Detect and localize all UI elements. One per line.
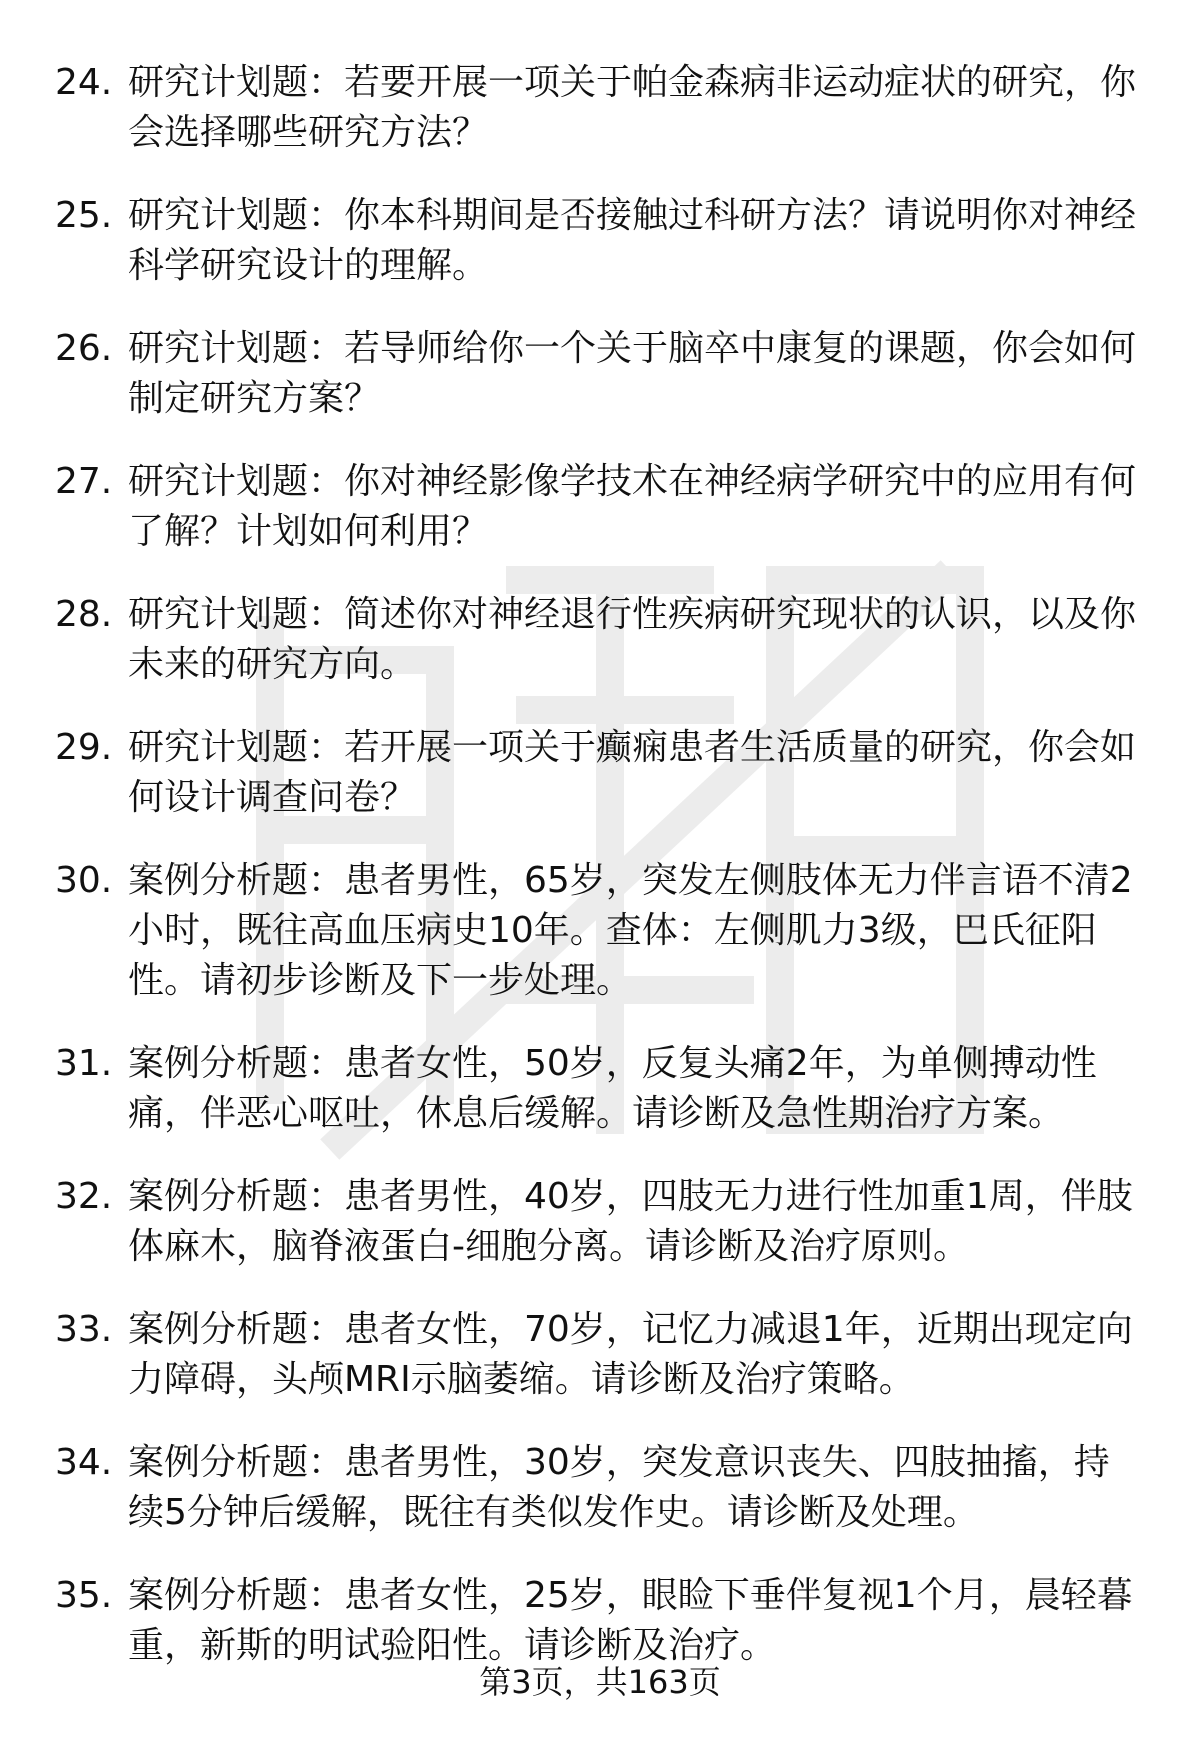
question-item-24 — [55, 58, 1145, 158]
question-text: 案例分析题：患者男性，65岁，突发左侧肢体无力伴言语不清2小时，既往高血压病史10年。查体：左侧肌力3级，巴氏征阳性。请初步诊断及下一步处理。 — [128, 860, 1133, 1001]
question-text: 案例分析题：患者男性，40岁，四肢无力进行性加重1周，伴肢体麻木，脑脊液蛋白-细胞分离。请诊断及治疗原则。 — [128, 1176, 1133, 1267]
question-text: 研究计划题：你对神经影像学技术在神经病学研究中的应用有何了解？计划如何利用？ — [128, 461, 1137, 552]
question-text: 案例分析题：患者女性，25岁，眼睑下垂伴复视1个月，晨轻暮重，新斯的明试验阳性。请诊断及治疗。 — [128, 1575, 1133, 1666]
question-text: 案例分析题：患者女性，50岁，反复头痛2年，为单侧搏动性痛，伴恶心呕吐，休息后缓解。请诊断及急性期治疗方案。 — [128, 1043, 1097, 1134]
question-text: 案例分析题：患者女性，70岁，记忆力减退1年，近期出现定向力障碍，头颅MRI示脑萎缩。请诊断及治疗策略。 — [128, 1309, 1133, 1400]
question-text: 研究计划题：简述你对神经退行性疾病研究现状的认识，以及你未来的研究方向。 — [128, 594, 1137, 685]
question-text: 研究计划题：你本科期间是否接触过科研方法？请说明你对神经科学研究设计的理解。 — [128, 195, 1137, 286]
question-number: 35. — [55, 1575, 113, 1616]
question-item-34 — [55, 1438, 1145, 1538]
question-number: 34. — [55, 1442, 113, 1483]
question-number: 24. — [55, 62, 113, 103]
question-item-31 — [55, 1039, 1145, 1139]
question-item-25 — [55, 191, 1145, 291]
question-item-28 — [55, 590, 1145, 690]
question-item-29 — [55, 723, 1145, 823]
question-item-27 — [55, 457, 1145, 557]
page-number-footer: 第3页，共163页 — [479, 1663, 721, 1701]
question-number: 26. — [55, 328, 113, 369]
question-number: 27. — [55, 461, 113, 502]
question-number: 25. — [55, 195, 113, 236]
question-number: 32. — [55, 1176, 113, 1217]
question-text: 研究计划题：若要开展一项关于帕金森病非运动症状的研究，你会选择哪些研究方法？ — [128, 62, 1137, 153]
question-item-26 — [55, 324, 1145, 424]
question-text: 案例分析题：患者男性，30岁，突发意识丧失、四肢抽搐，持续5分钟后缓解，既往有类似发作史。请诊断及处理。 — [128, 1442, 1110, 1533]
question-list — [55, 58, 1145, 1704]
question-number: 33. — [55, 1309, 113, 1350]
question-item-35 — [55, 1571, 1145, 1671]
question-item-32 — [55, 1172, 1145, 1272]
question-item-33 — [55, 1305, 1145, 1405]
question-number: 28. — [55, 594, 113, 635]
question-item-30 — [55, 856, 1145, 1006]
question-text: 研究计划题：若开展一项关于癫痫患者生活质量的研究，你会如何设计调查问卷？ — [128, 727, 1137, 818]
question-number: 30. — [55, 860, 113, 901]
question-text: 研究计划题：若导师给你一个关于脑卒中康复的课题，你会如何制定研究方案？ — [128, 328, 1137, 419]
question-number: 31. — [55, 1043, 113, 1084]
question-number: 29. — [55, 727, 113, 768]
